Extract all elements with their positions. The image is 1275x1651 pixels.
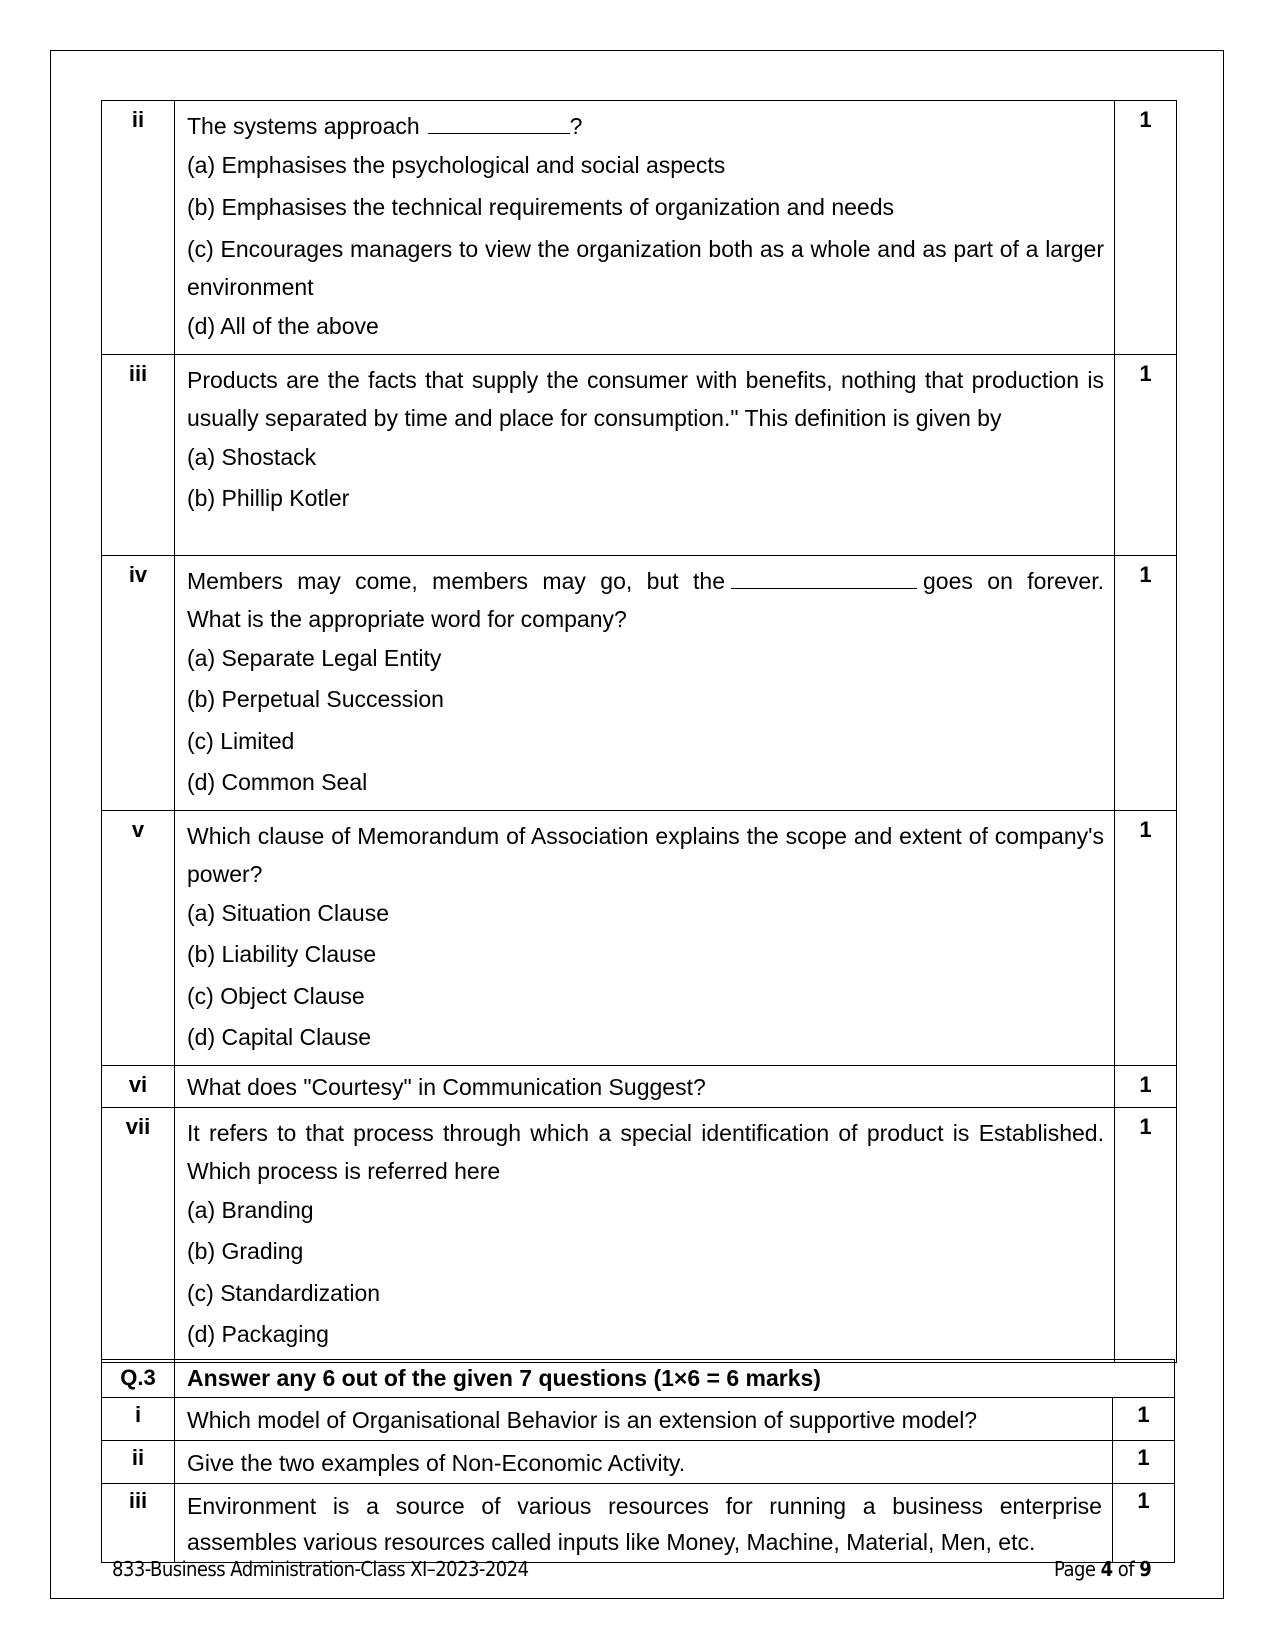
question-marks: 1	[1115, 101, 1177, 355]
page-total: 9	[1139, 1557, 1152, 1581]
question-row	[102, 555, 1177, 810]
option: (b) Perpetual Succession	[187, 686, 444, 712]
question-content	[175, 354, 1115, 555]
option: (b) Emphasises the technical requirements of organization and needs	[187, 193, 895, 220]
question-number: vii	[102, 1107, 175, 1362]
question-content	[175, 101, 1115, 355]
option: (a) Branding	[187, 1196, 314, 1223]
question-marks: 1	[1115, 1065, 1177, 1107]
option: (d) Capital Clause	[187, 1024, 372, 1050]
question-row	[102, 1441, 1175, 1484]
option: (d) Common Seal	[187, 769, 368, 795]
question-row	[102, 1107, 1177, 1362]
option: (a) Emphasises the psychological and social aspects	[187, 152, 726, 178]
option: (d) Packaging	[187, 1321, 329, 1347]
question-content	[175, 1107, 1115, 1362]
question-text-part: The systems approach	[187, 113, 420, 139]
question-number: iv	[102, 555, 175, 810]
question-marks: 1	[1115, 555, 1177, 810]
question-text: Products are the facts that supply the consumer with benefits, nothing that production is usually separated by time and place for consumption." This definition is given by	[187, 366, 1104, 431]
question-row	[102, 101, 1177, 355]
question-number: ii	[102, 1441, 175, 1484]
question-row	[102, 354, 1177, 555]
question-text-line2: What is the appropriate word for company?	[187, 605, 627, 632]
question-number: iii	[102, 354, 175, 555]
option: (b) Liability Clause	[187, 941, 377, 967]
question-text	[187, 562, 1104, 600]
question-row	[102, 1398, 1175, 1441]
question-marks: 1	[1112, 1441, 1174, 1484]
question-text-part: Members may come, members may go, but the	[187, 567, 726, 594]
question-text: It refers to that process through which a special identification of product is Established. Which process is referred here	[187, 1119, 1104, 1184]
question-marks: 1	[1112, 1398, 1174, 1441]
question-text: Environment is a source of various resources for running a business enterprise assembles various resources called inputs like Money, Machine, Material, Men, etc.	[175, 1484, 1113, 1563]
question-row	[102, 810, 1177, 1065]
question-number: i	[102, 1398, 175, 1441]
option: (c) Standardization	[187, 1279, 381, 1306]
question-content	[175, 555, 1115, 810]
option: (c) Limited	[187, 727, 295, 754]
questions-table-section-2	[101, 100, 1177, 1363]
option: (a) Shostack	[187, 443, 317, 470]
question-marks: 1	[1112, 1484, 1174, 1563]
questions-table-section-3	[101, 1359, 1175, 1563]
question-number: ii	[102, 101, 175, 355]
question-content	[175, 810, 1115, 1065]
question-text: Which clause of Memorandum of Association explains the scope and extent of company's power?	[187, 822, 1104, 887]
section-instruction: Answer any 6 out of the given 7 questions (1×6 = 6 marks)	[175, 1360, 1175, 1398]
question-row	[102, 1065, 1177, 1107]
question-text-part: ?	[569, 113, 583, 139]
question-number: iii	[102, 1484, 175, 1563]
page-prefix: Page	[1054, 1557, 1096, 1581]
question-number: vi	[102, 1065, 175, 1107]
page-current: 4	[1100, 1557, 1113, 1581]
option: (c) Encourages managers to view the organization both as a whole and as part of a larger environment	[187, 236, 1104, 300]
page-of: of	[1117, 1557, 1135, 1581]
question-marks: 1	[1115, 810, 1177, 1065]
question-marks: 1	[1115, 1107, 1177, 1362]
option: (d) All of the above	[187, 313, 379, 339]
question-text: Give the two examples of Non-Economic Activity.	[175, 1441, 1113, 1484]
footer-page-number	[1054, 1557, 1151, 1581]
option: (c) Object Clause	[187, 982, 365, 1009]
answer-blank	[731, 568, 917, 589]
question-text-part: goes on forever.	[923, 567, 1104, 594]
section-header-row	[102, 1360, 1175, 1398]
question-marks: 1	[1115, 354, 1177, 555]
option: (b) Phillip Kotler	[187, 485, 350, 511]
option: (b) Grading	[187, 1238, 304, 1264]
question-number: v	[102, 810, 175, 1065]
option: (a) Situation Clause	[187, 899, 389, 926]
question-text	[187, 107, 1104, 145]
answer-blank	[428, 113, 570, 134]
question-content	[175, 1065, 1115, 1107]
footer-document-label: 833-Business Administration-Class XI–2023-2024	[112, 1557, 529, 1581]
question-text: Which model of Organisational Behavior is an extension of supportive model?	[175, 1398, 1113, 1441]
question-text: What does "Courtesy" in Communication Suggest?	[187, 1073, 706, 1100]
option: (a) Separate Legal Entity	[187, 644, 442, 671]
section-label: Q.3	[102, 1360, 175, 1398]
question-row	[102, 1484, 1175, 1563]
